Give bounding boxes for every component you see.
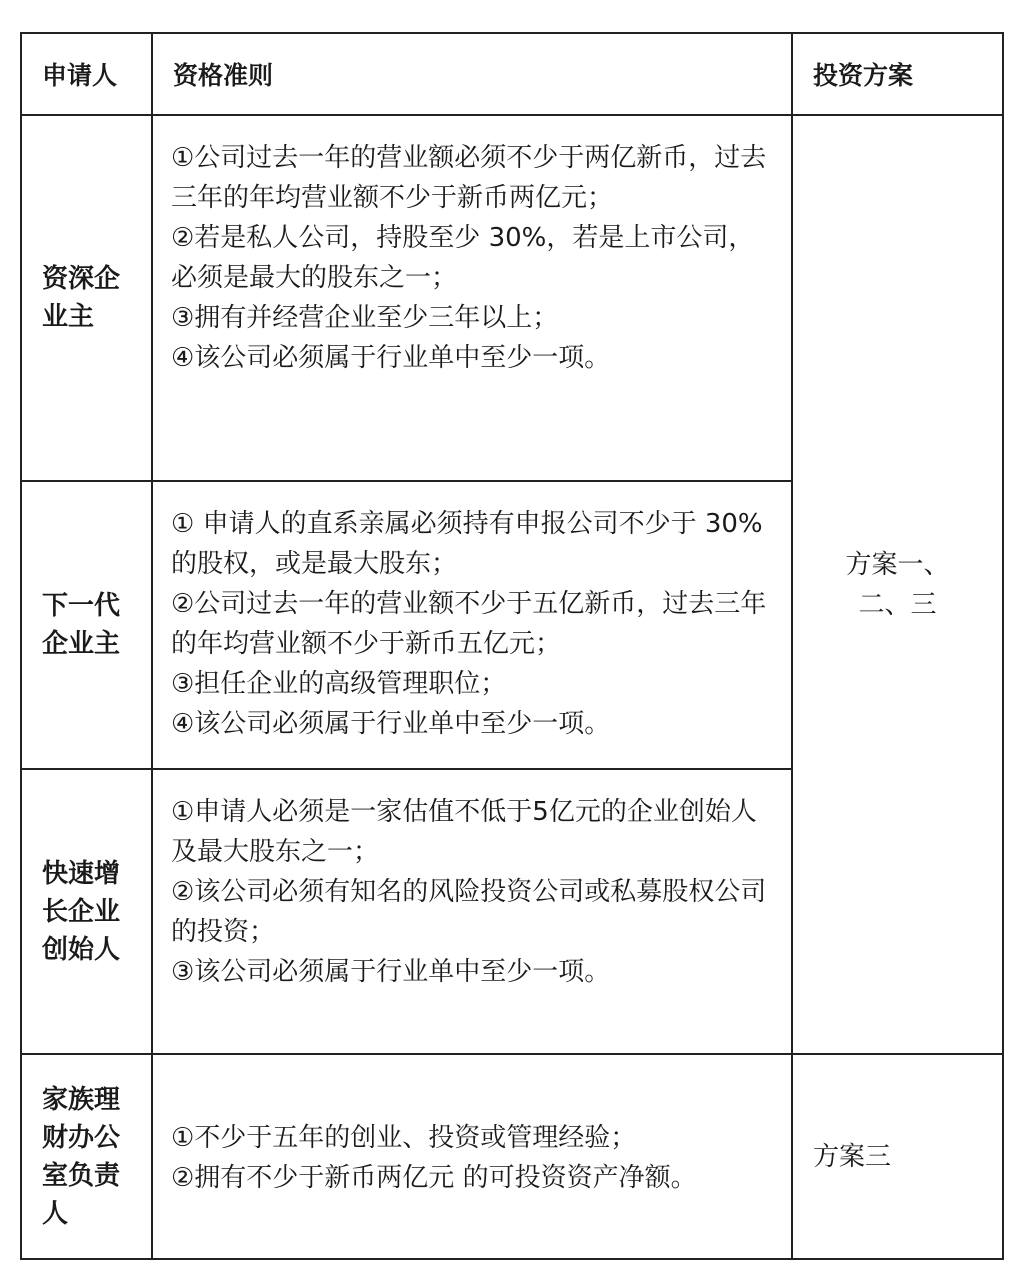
header-applicant: 申请人 — [21, 33, 152, 115]
applicant-cell: 家族理财办公室负责人 — [21, 1054, 152, 1259]
plan-cell-single: 方案三 — [792, 1054, 1003, 1259]
criteria-cell — [152, 115, 792, 481]
criteria-item: ②拥有不少于新币两亿元 的可投资资产净额。 — [171, 1162, 697, 1193]
plan-cell-merged: 方案一、二、三 — [792, 115, 1003, 1054]
criteria-item: ①申请人必须是一家估值不低于5亿元的企业创始人及最大股东之一； — [171, 797, 757, 867]
criteria-item: ①公司过去一年的营业额必须不少于两亿新币，过去三年的年均营业额不少于新币两亿元； — [171, 143, 767, 213]
criteria-cell — [152, 481, 792, 769]
criteria-item: ②该公司必须有知名的风险投资公司或私募股权公司的投资； — [171, 877, 767, 947]
header-plan: 投资方案 — [792, 33, 1003, 115]
eligibility-table — [20, 32, 1004, 1260]
criteria-item: ④该公司必须属于行业单中至少一项。 — [171, 343, 611, 373]
criteria-item: ③拥有并经营企业至少三年以上； — [171, 303, 559, 333]
criteria-item: ①不少于五年的创业、投资或管理经验； — [171, 1122, 637, 1153]
applicant-cell: 资深企业主 — [21, 115, 152, 481]
applicant-cell: 快速增长企业创始人 — [21, 769, 152, 1054]
criteria-item: ②若是私人公司，持股至少 30%，若是上市公司，必须是最大的股东之一； — [171, 223, 755, 293]
criteria-item: ③担任企业的高级管理职位； — [171, 669, 507, 699]
header-criteria: 资格准则 — [152, 33, 792, 115]
criteria-item: ③该公司必须属于行业单中至少一项。 — [171, 957, 611, 987]
criteria-item: ④该公司必须属于行业单中至少一项。 — [171, 709, 611, 739]
applicant-cell: 下一代企业主 — [21, 481, 152, 769]
criteria-cell — [152, 1054, 792, 1259]
table-row — [21, 1054, 1003, 1259]
header-row — [21, 33, 1003, 115]
criteria-cell — [152, 769, 792, 1054]
criteria-item: ②公司过去一年的营业额不少于五亿新币，过去三年的年均营业额不少于新币五亿元； — [171, 589, 767, 659]
table-row — [21, 115, 1003, 481]
criteria-item: ① 申请人的直系亲属必须持有申报公司不少于 30% 的股权，或是最大股东； — [171, 509, 763, 579]
